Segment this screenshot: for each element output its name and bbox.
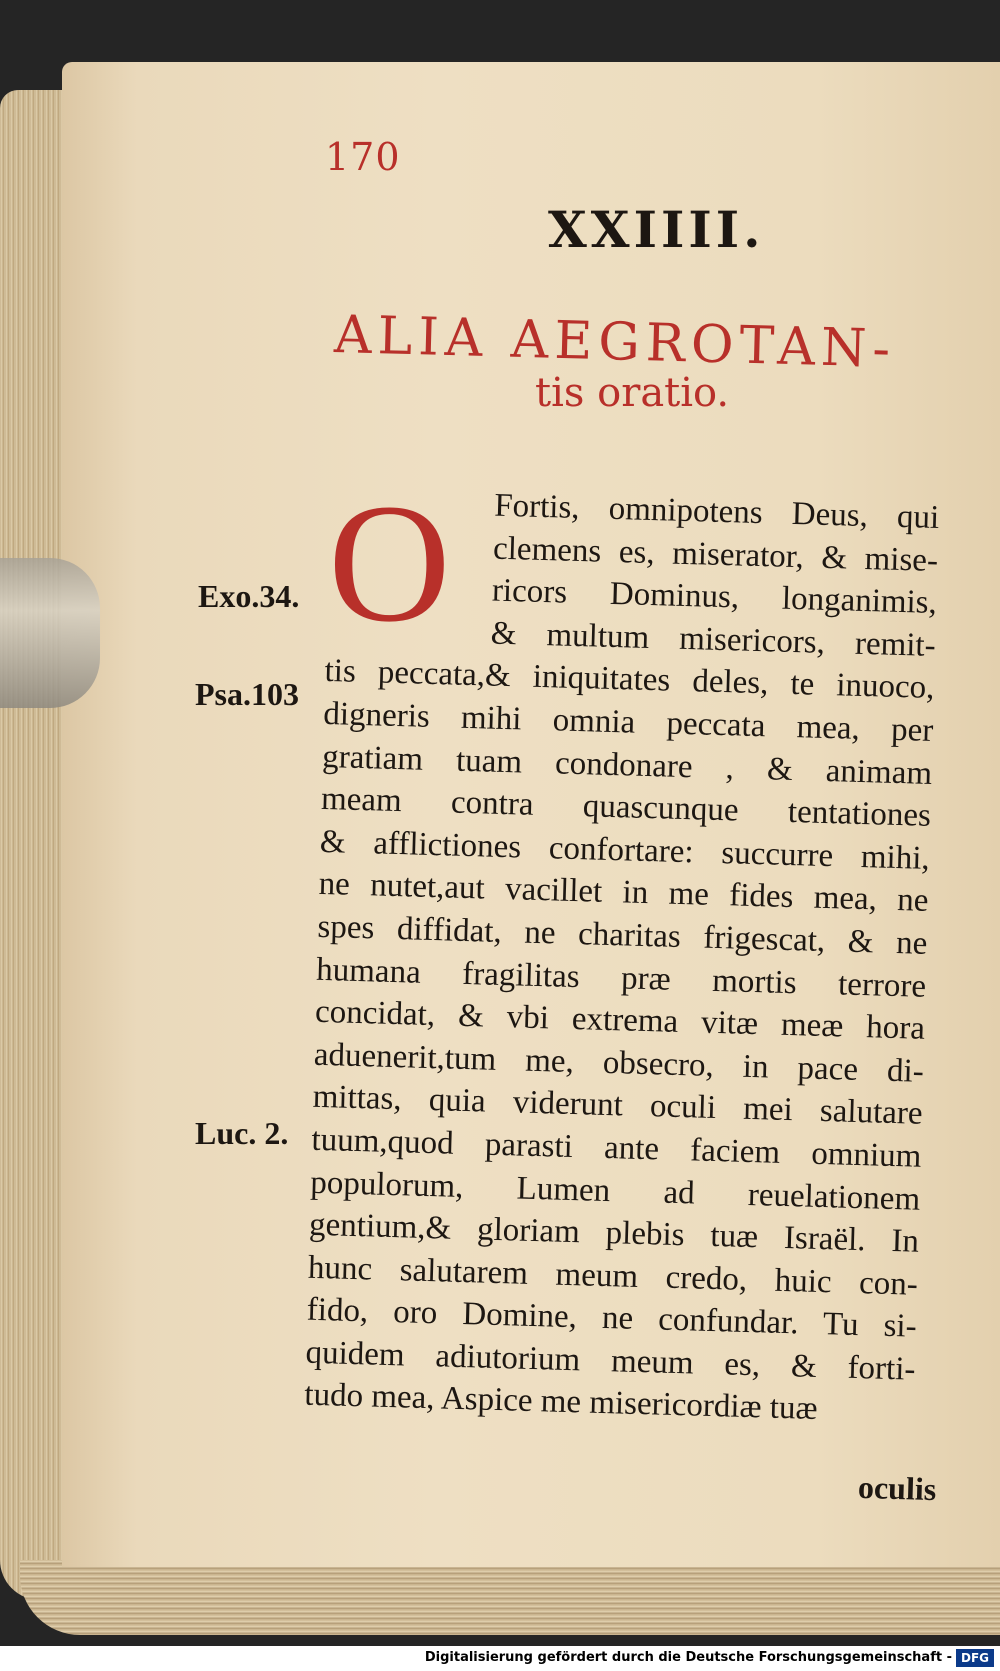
page-stack-bottom xyxy=(20,1560,1000,1635)
digitization-footer xyxy=(0,1646,1000,1671)
text-line: populorum, Lumen ad reuelationem xyxy=(309,1164,921,1218)
text-line: hunc salutarem meum credo, huic con- xyxy=(307,1249,919,1303)
chapter-heading: XXIIII. xyxy=(548,200,765,259)
prayer-title-line-2: tis oratio. xyxy=(535,370,730,416)
text-line: tuum,quod parasti ante faciem omnium xyxy=(311,1121,922,1175)
catchword: oculis xyxy=(857,1468,937,1508)
text-line: digneris mihi omnia peccata mea, per xyxy=(322,695,934,749)
prayer-text xyxy=(303,469,940,1434)
text-line: aduenerit,tum me, obsecro, in pace di- xyxy=(313,1036,925,1090)
text-line: gentium,& gloriam plebis tuæ Israël. In xyxy=(308,1206,920,1260)
funding-credit: Digitalisierung gefördert durch die Deutsche Forschungsgemeinschaft - xyxy=(424,1650,952,1665)
text-line: humana fragilitas præ mortis terrore xyxy=(315,951,927,1005)
text-line: ne nutet,aut vacillet in me fides mea, ne xyxy=(318,866,929,920)
page-stack-left xyxy=(0,90,70,1600)
book-clasp xyxy=(0,558,100,708)
text-line: mittas, quia viderunt oculi mei salutare xyxy=(312,1079,924,1133)
margin-note-psalms: Psa.103 xyxy=(195,676,299,712)
text-line: gratiam tuam condonare , & animam xyxy=(321,738,933,792)
text-line: ricors Dominus, longanimis, xyxy=(491,572,938,622)
text-line: tis peccata,& iniquitates deles, te inuoco, xyxy=(324,653,935,707)
margin-note-luke: Luc. 2. xyxy=(195,1115,289,1151)
text-line: concidat, & vbi extrema vitæ meæ hora xyxy=(314,993,926,1047)
text-line: quidem adiutorium meum es, & forti- xyxy=(305,1334,916,1388)
text-line: fido, oro Domine, ne confundar. Tu si- xyxy=(306,1291,918,1345)
text-line: meam contra quascunque tentationes xyxy=(320,781,932,835)
margin-note-exodus: Exo.34. xyxy=(198,578,300,614)
text-line: & afflictiones confortare: succurre mihi, xyxy=(319,823,931,877)
drop-cap: O xyxy=(328,469,451,657)
text-line: clemens es, miserator, & mise- xyxy=(492,530,939,579)
page-number: 170 xyxy=(325,135,401,179)
text-line: & multum misericors, remit- xyxy=(490,615,937,664)
dfg-logo: DFG xyxy=(956,1649,994,1667)
text-line: Fortis, omnipotens Deus, qui xyxy=(493,487,940,537)
text-line: spes diffidat, ne charitas frigescat, & ne xyxy=(317,908,928,962)
text-line: tudo mea, Aspice me misericordiæ tuæ xyxy=(303,1377,818,1428)
prayer-title-line-1: ALIA AEGROTAN- xyxy=(333,305,897,380)
